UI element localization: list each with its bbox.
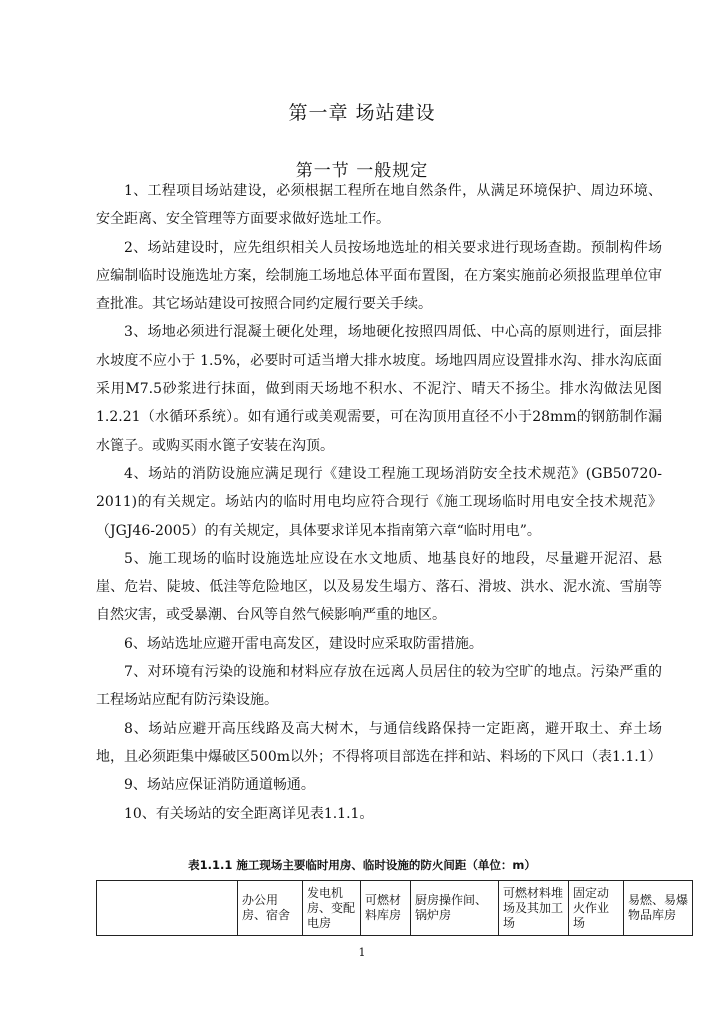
paragraph-6: 6、场站选址应避开雷电高发区，建设时应采取防雷措施。 [124,635,483,652]
paragraph-2: 2、场站建设时，应先组织相关人员按场地选址的相关要求进行现场查勘。预制构件场应编制临时设施选址方案，绘制施工场地总体平面布置图，在方案实施前必须报监理单位审查批准。其它场站建设可按照合同约定履行要关手续。 [96,239,662,313]
section-title: 第一节 一般规定 [295,161,429,181]
paragraph-10: 10、有关场站的安全距离详见表1.1.1。 [124,805,374,822]
table-header-cell: 厨房操作间、锅炉房 [411,881,499,936]
paragraph-5: 5、施工现场的临时设施选址应设在水文地质、地基良好的地段，尽量避开泥沼、悬崖、危岩、陡坡、低洼等危险地区，以及易发生塌方、落石、滑坡、洪水、泥水流、雪崩等自然灾害，或受暴潮、台风等自然气候影响严重的地区。 [96,550,662,624]
table-header-cell: 固定动火作业场 [569,881,624,936]
fire-spacing-table [96,880,693,936]
paragraph-9: 9、场站应保证消防通道畅通。 [124,777,315,794]
table-header-cell: 可燃材料库房 [361,881,411,936]
table-caption: 表1.1.1 施工现场主要临时用房、临时设施的防火间距（单位：m） [188,858,536,872]
paragraph-3: 3、场地必须进行混凝土硬化处理，场地硬化按照四周低、中心高的原则进行，面层排水坡度不应小于 1.5%，必要时可适当增大排水坡度。场地四周应设置排水沟、排水沟底面采用M7.5砂浆进行抹面，做到雨天场地不积水、不泥泞、晴天不扬尘。排水沟做法见图1.2.21（水循环系统）。如有通行或美观需要，可在沟顶用直径不小于28mm的钢筋制作漏水篦子。或购买雨水篦子安装在沟顶。 [96,324,662,454]
table-header-row [97,881,693,936]
paragraph-8: 8、场站应避开高压线路及高大树木，与通信线路保持一定距离，避开取土、弃土场地，且必须距集中爆破区500m以外；不得将项目部选在拌和站、料场的下风口（表1.1.1） [96,720,662,765]
body-text [96,177,662,828]
table-header-cell: 可燃材料堆场及其加工场 [499,881,569,936]
table-header-cell [97,881,238,936]
chapter-title: 第一章 场站建设 [288,102,436,124]
table-header-cell: 办公用房、宿舍 [238,881,303,936]
page-number: 1 [358,946,366,959]
paragraph-7: 7、对环境有污染的设施和材料应存放在远离人员居住的较为空旷的地点。污染严重的工程场站应配有防污染设施。 [96,664,662,709]
paragraph-4: 4、场站的消防设施应满足现行《建设工程施工现场消防安全技术规范》(GB50720-2011)的有关规定。场站内的临时用电均应符合现行《施工现场临时用电安全技术规范》（JGJ46-2005）的有关规定，具体要求详见本指南第六章“临时用电”。 [96,465,662,539]
table-header-cell: 发电机房、变配电房 [303,881,361,936]
paragraph-1: 1、工程项目场站建设，必须根据工程所在地自然条件，从满足环境保护、周边环境、安全距离、安全管理等方面要求做好选址工作。 [96,183,662,228]
table-header-cell: 易燃、易爆物品库房 [624,881,693,936]
